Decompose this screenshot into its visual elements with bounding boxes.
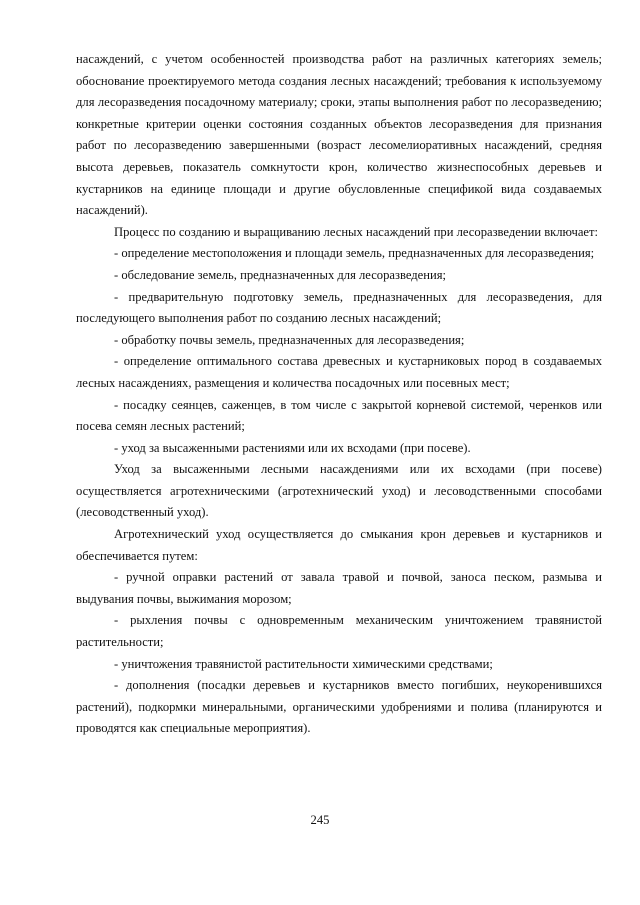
page-number: 245: [310, 813, 330, 827]
paragraph-process-intro: Процесс по созданию и выращиванию лесных насаждений при лесоразведении включает:: [114, 224, 599, 239]
list-item-manual: - ручной оправки растений от завала травой и почвой, заноса песком, размыва и выдувания почвы, выжимания морозом;: [76, 570, 602, 606]
list-item-chemical: - уничтожения травянистой растительности химическими средствами;: [114, 656, 493, 671]
paragraph-intro-continuation: насаждений, с учетом особенностей производства работ на различных категориях земель; обоснование проектируемого метода создания лесных насаждений; требования к используемому для лесоразведения посадочному материалу; сроки, этапы выполнения работ по лесоразведению; конкретные критерии оценки состояния созданных объектов лесоразведения для признания работ по лесоразведению завершенными (возраст лесомелиоративных насаждений, средняя высота деревьев, показатель сомкнутости крон, количество жизнеспособных деревьев и кустарников на единице площади и другие обусловленные спецификой вида создаваемых насаждений).: [76, 52, 602, 218]
list-item-loosening: - рыхления почвы с одновременным механическим уничтожением травянистой растительности;: [76, 613, 602, 650]
list-item-composition: - определение оптимального состава древесных и кустарниковых пород в создаваемых лесных насаждениях, размещения и количества посадочных или посевных мест;: [76, 354, 602, 390]
document-body: [76, 49, 602, 740]
list-item-soil: - обработку почвы земель, предназначенных для лесоразведения;: [114, 332, 465, 347]
list-item-location: - определение местоположения и площади земель, предназначенных для лесоразведения;: [114, 246, 595, 261]
list-item-care: - уход за высаженными растениями или их всходами (при посеве).: [114, 440, 471, 455]
list-item-planting: - посадку сеянцев, саженцев, в том числе с закрытой корневой системой, черенков или посева семян лесных растений;: [76, 397, 602, 434]
paragraph-agrotechnical: Агротехнический уход осуществляется до смыкания крон деревьев и кустарников и обеспечивается путем:: [76, 527, 602, 563]
list-item-preparation: - предварительную подготовку земель, предназначенных для лесоразведения, для последующего выполнения работ по созданию лесных насаждений;: [76, 289, 602, 326]
list-item-supplement: - дополнения (посадки деревьев и кустарников вместо погибших, неукоренившихся растений), подкормки минеральными, органическими удобрениями и полива (планируются и проводятся как специальные мероприятия).: [76, 678, 602, 736]
list-item-survey: - обследование земель, предназначенных для лесоразведения;: [114, 267, 447, 282]
paragraph-care-methods: Уход за высаженными лесными насаждениями или их всходами (при посеве) осуществляется агротехническими (агротехнический уход) и лесоводственными способами (лесоводственный уход).: [76, 462, 602, 520]
